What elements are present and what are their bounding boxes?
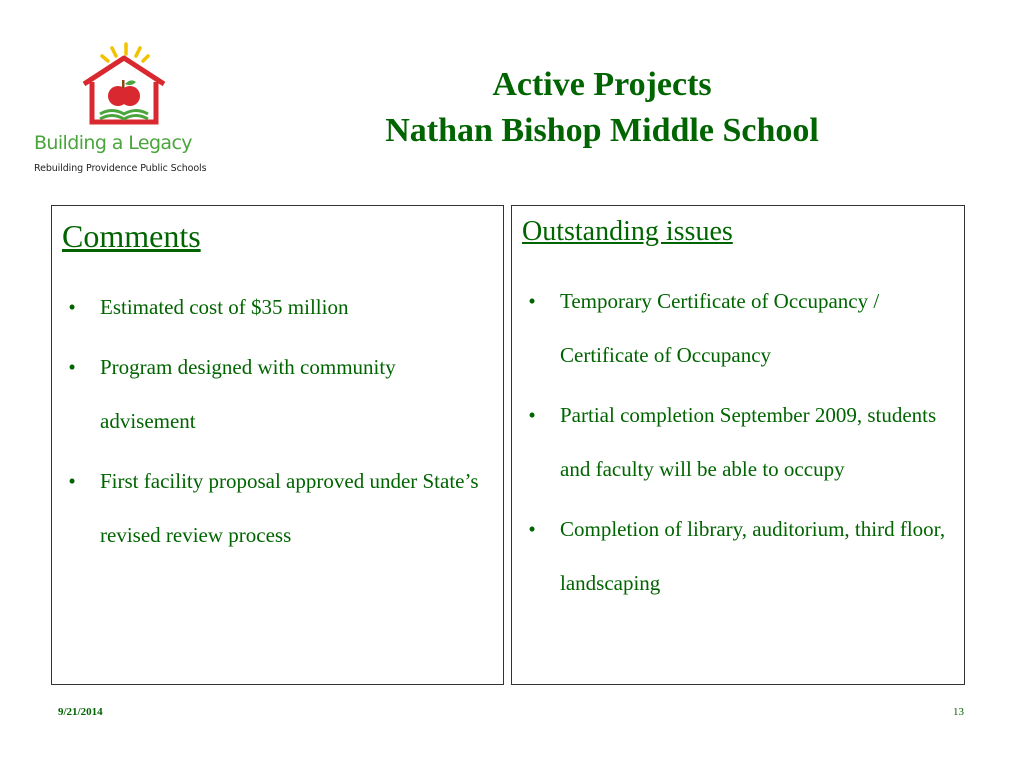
logo: [28, 40, 228, 185]
list-item-text: Temporary Certificate of Occupancy / Certificate of Occupancy: [560, 289, 880, 367]
logo-tagline: Rebuilding Providence Public Schools: [34, 163, 207, 174]
outstanding-issues-heading: Outstanding issues: [522, 216, 733, 247]
outstanding-issues-panel: [511, 205, 965, 685]
list-item-text: Estimated cost of $35 million: [100, 295, 349, 319]
list-item: [62, 340, 495, 448]
list-item-text: Partial completion September 2009, students and faculty will be able to occupy: [560, 403, 937, 481]
bullet-icon: •: [528, 289, 536, 313]
bullet-icon: •: [528, 403, 536, 427]
list-item: [62, 454, 495, 562]
list-item: [522, 388, 956, 496]
list-item: [62, 280, 495, 334]
outstanding-issues-list: [522, 274, 956, 616]
comments-list: [62, 280, 495, 568]
bullet-icon: •: [68, 469, 76, 493]
list-item: [522, 502, 956, 610]
bullet-icon: •: [528, 517, 536, 541]
page-number: 13: [953, 706, 964, 718]
footer-date: 9/21/2014: [58, 706, 103, 718]
logo-name: Building a Legacy: [34, 132, 192, 154]
house-apple-book-icon: [78, 40, 168, 130]
bullet-icon: •: [68, 295, 76, 319]
comments-panel: [51, 205, 504, 685]
slide-title: Active Projects: [492, 66, 712, 103]
list-item-text: Program designed with community advisement: [100, 355, 396, 433]
comments-heading: Comments: [62, 218, 201, 254]
list-item-text: First facility proposal approved under State’s revised review process: [100, 469, 479, 547]
bullet-icon: •: [68, 355, 76, 379]
slide-subtitle: Nathan Bishop Middle School: [385, 112, 819, 149]
list-item: [522, 274, 956, 382]
list-item-text: Completion of library, auditorium, third floor, landscaping: [560, 517, 946, 595]
